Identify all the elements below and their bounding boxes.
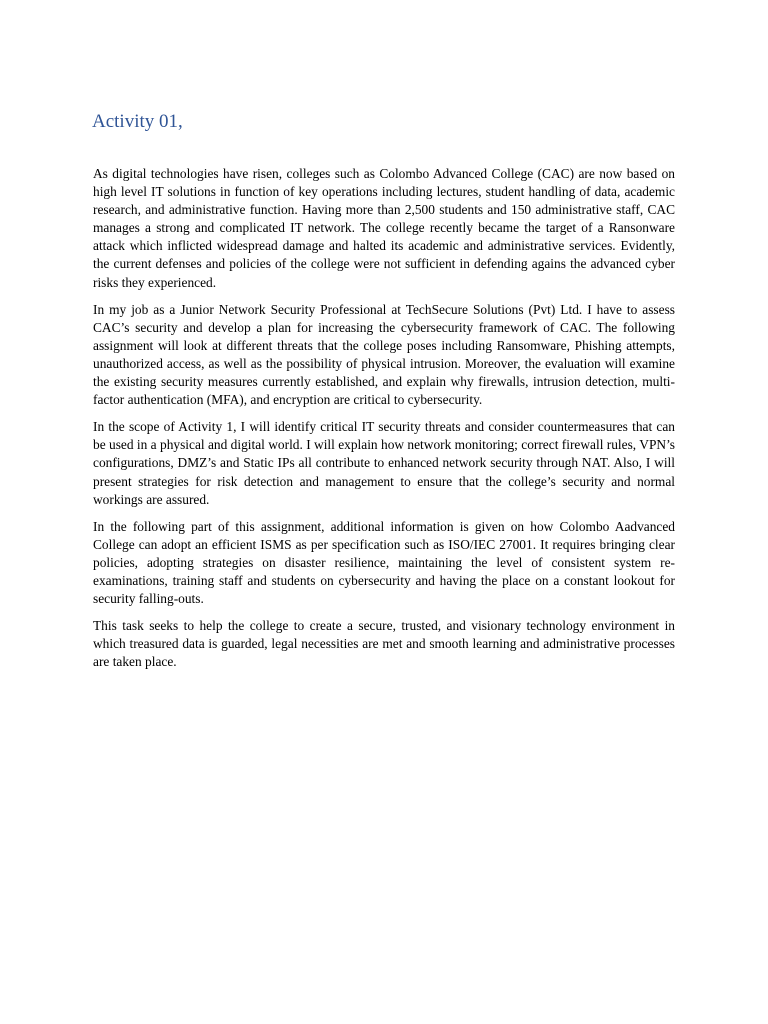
paragraph-conclusion: This task seeks to help the college to create a secure, trusted, and visionary technology environment in which treasured data is guarded, legal necessities are met and smooth learning and administrative processes are taken place. bbox=[93, 618, 675, 670]
paragraph-isms: In the following part of this assignment, additional information is given on how Colombo Aadvanced College can adopt an efficient ISMS as per specification such as ISO/IEC 27001. It requires bringing clear policies, adopting strategies on disaster resilience, maintaining the level of consistent system re-examinations, training staff and students on cybersecurity and having the place on a constant lookout for security falling-outs. bbox=[93, 518, 675, 607]
document-body bbox=[93, 165, 675, 680]
paragraph-role-and-assessment: In my job as a Junior Network Security Professional at TechSecure Solutions (Pvt) Ltd. I have to assess CAC’s security and develop a plan for increasing the cybersecurity framework of CAC. The following assignment will look at different threats that the college poses including Ransomware, Phishing attempts, unauthorized access, as well as the possibility of physical intrusion. Moreover, the evaluation will examine the existing security measures currently established, and explain why firewalls, intrusion detection, multi-factor authentication (MFA), and encryption are critical to cybersecurity. bbox=[93, 301, 675, 408]
activity-heading: Activity 01, bbox=[92, 111, 183, 132]
paragraph-introduction: As digital technologies have risen, colleges such as Colombo Advanced College (CAC) are now based on high level IT solutions in function of key operations including lectures, student handling of data, academic research, and administrative function. Having more than 2,500 students and 150 administrative staff, CAC manages a strong and complicated IT network. The college recently became the target of a Ransonware attack which inflicted widespread damage and halted its academic and administrative services. Evidently, the current defenses and policies of the college were not sufficient in defending agains the advanced cyber risks they experienced. bbox=[93, 166, 675, 290]
paragraph-activity-scope: In the scope of Activity 1, I will identify critical IT security threats and consider countermeasures that can be used in a physical and digital world. I will explain how network monitoring; correct firewall rules, VPN’s configurations, DMZ’s and Static IPs all contribute to enhanced network security through NAT. Also, I will present strategies for risk detection and management to ensure that the college’s security and normal workings are assured. bbox=[93, 419, 675, 507]
